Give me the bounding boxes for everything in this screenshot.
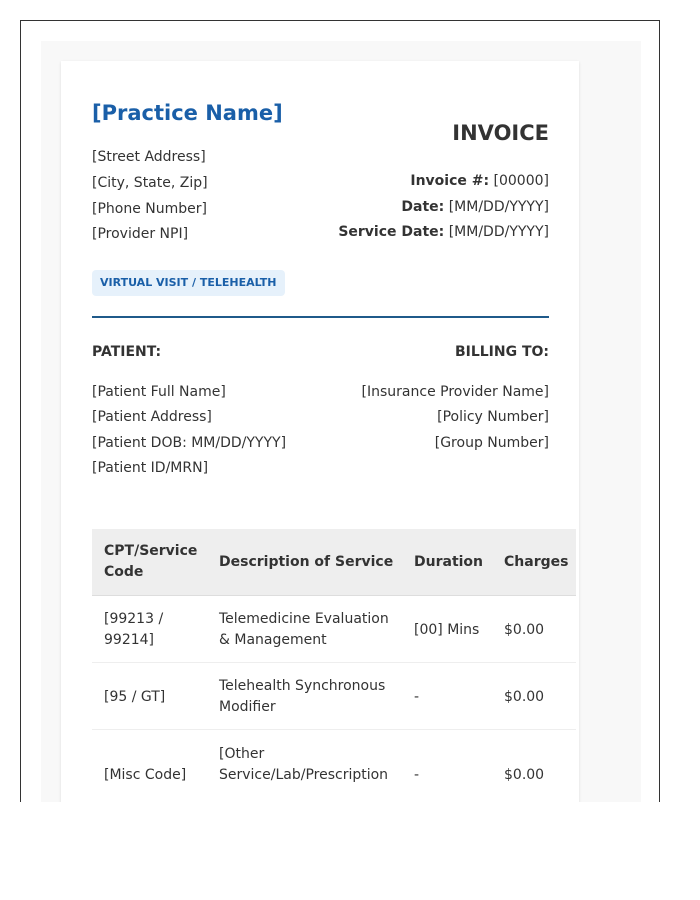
telehealth-badge: VIRTUAL VISIT / TELEHEALTH <box>92 270 285 296</box>
row-code: [Misc Code] <box>104 767 187 783</box>
row-duration: - <box>414 767 420 783</box>
patient-name: [Patient Full Name] <box>92 384 226 400</box>
patient-id: [Patient ID/MRN] <box>92 460 209 476</box>
row-charges: $0.00 <box>504 767 545 783</box>
row-description <box>219 676 385 718</box>
header-code-line1: CPT/Service <box>104 543 198 559</box>
invoice-number-label: Invoice #: <box>410 173 490 189</box>
row-description-line1: Telehealth Synchronous <box>219 678 386 694</box>
header-code-line2: Code <box>104 564 144 580</box>
policy-number: [Policy Number] <box>437 409 549 425</box>
patient-address: [Patient Address] <box>92 409 212 425</box>
row-duration: [00] Mins <box>414 622 480 638</box>
patient-heading: PATIENT: <box>92 344 162 360</box>
practice-city: [City, State, Zip] <box>92 175 208 191</box>
service-date <box>338 224 549 240</box>
invoice-date <box>401 199 549 215</box>
practice-npi: [Provider NPI] <box>92 226 189 242</box>
row-description <box>219 609 389 651</box>
row-description-line2: Service/Lab/Prescription <box>219 767 389 783</box>
practice-name: [Practice Name] <box>92 101 283 125</box>
row-description-line2: & Management <box>219 632 327 648</box>
header-code <box>104 541 197 583</box>
service-date-label: Service Date: <box>338 224 445 240</box>
invoice-title: INVOICE <box>452 121 549 145</box>
header-duration: Duration <box>414 554 484 570</box>
row-description <box>219 744 388 786</box>
row-charges: $0.00 <box>504 689 545 705</box>
row-code-line2: 99214] <box>104 632 154 648</box>
row-description-line2: Modifier <box>219 699 276 715</box>
table-header <box>92 529 576 596</box>
invoice-card <box>61 61 579 802</box>
header-charges: Charges <box>504 554 569 570</box>
row-description-line1: [Other <box>219 746 265 762</box>
table-row <box>92 663 576 730</box>
invoice-number <box>410 173 549 189</box>
patient-dob: [Patient DOB: MM/DD/YYYY] <box>92 435 287 451</box>
row-description-line1: Telemedicine Evaluation <box>219 611 389 627</box>
page-frame <box>20 20 660 802</box>
table-row <box>92 596 576 663</box>
row-charges: $0.00 <box>504 622 545 638</box>
insurance-provider: [Insurance Provider Name] <box>361 384 549 400</box>
table-row <box>92 730 576 802</box>
row-code: [95 / GT] <box>104 689 166 705</box>
practice-phone: [Phone Number] <box>92 201 207 217</box>
invoice-date-value: [MM/DD/YYYY] <box>448 199 549 215</box>
practice-street: [Street Address] <box>92 149 206 165</box>
row-code-line1: [99213 / <box>104 611 164 627</box>
invoice-date-label: Date: <box>401 199 445 215</box>
service-date-value: [MM/DD/YYYY] <box>448 224 549 240</box>
invoice-number-value: [00000] <box>493 173 549 189</box>
row-code <box>104 609 163 651</box>
billing-heading: BILLING TO: <box>454 344 549 360</box>
header-divider <box>92 316 549 318</box>
header-description: Description of Service <box>219 554 394 570</box>
group-number: [Group Number] <box>434 435 549 451</box>
row-duration: - <box>414 689 420 705</box>
